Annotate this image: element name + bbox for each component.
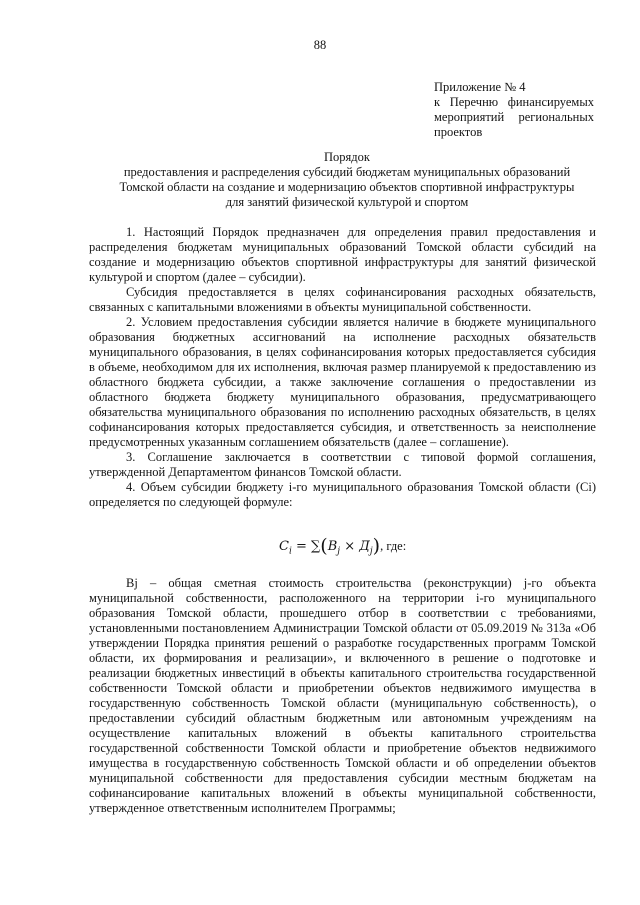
- heading-title: Порядок: [324, 150, 370, 164]
- formula-equals-sum: = ∑: [295, 539, 321, 554]
- formula-lhs: C: [279, 539, 289, 554]
- heading-line-3: для занятий физической культурой и спортом: [225, 195, 469, 209]
- appendix-line-2: к Перечню финансируемых: [434, 95, 594, 109]
- paragraph-2: Субсидия предоставляется в целях софинансирования расходных обязательств, связанных с капитальными вложениями в объекты муниципальной собственности.: [89, 285, 596, 314]
- formula-d: Д: [359, 539, 370, 554]
- formula-tail: , где:: [380, 539, 407, 553]
- formula-close-paren: ): [372, 535, 381, 557]
- appendix-line-1: Приложение № 4: [434, 80, 526, 94]
- heading-line-1: предоставления и распределения субсидий бюджетам муниципальных образований: [123, 165, 571, 179]
- body-section-2: [89, 576, 596, 816]
- formula-lhs-sub: i: [288, 546, 292, 557]
- formula-open-paren: (: [320, 535, 328, 557]
- appendix-line-4: проектов: [434, 125, 483, 139]
- appendix-line-3: мероприятий региональных: [434, 110, 594, 124]
- page-number: 88: [313, 38, 327, 52]
- paragraph-1: 1. Настоящий Порядок предназначен для определения правил предоставления и распределения бюджетам муниципальных образований Томской области субсидий на создание и модернизацию объектов спортивной инфраструктуры для занятий физической культурой и спортом (далее – субсидии).: [89, 225, 596, 284]
- subsidy-formula: [279, 535, 479, 557]
- body-section-1: [89, 225, 596, 510]
- paragraph-5: 4. Объем субсидии бюджету i-го муниципального образования Томской области (Ci) определяется по следующей формуле:: [89, 480, 596, 509]
- formula-d-sub: j: [369, 546, 373, 557]
- definition-paragraph: Вj – общая сметная стоимость строительства (реконструкции) j-го объекта муниципальной собственности, расположенного на территории i-го муниципального образования Томской области, прошедшего отбор в соответствии с требованиями, установленными постановлением Администрации Томской области от 05.09.2019 № 313а «Об утверждении Порядка принятия решений о разработке государственных программ Томской области, их формирования и реализации», и включенного в решение о подготовке и реализации бюджетных инвестиций в объекты капитального строительства государственной собственности Томской области и приобретении объектов недвижимого имущества в государственную собственность Томской области (муниципальную собственность), о предоставлении субсидий областным бюджетным или автономным учреждениям на осуществление капитальных вложений в объекты капитального строительства государственной собственности Томской области и приобретение объектов недвижимого имущества в государственную собственность Томской области и об определении объектов муниципальной собственности для предоставления субсидии местным бюджетам на софинансирование капитальных вложений в объекты муниципальной собственности, утвержденное ответственным исполнителем Программы;: [89, 576, 596, 815]
- formula-times: ×: [344, 539, 356, 554]
- appendix-note: [434, 80, 594, 140]
- document-heading: [92, 150, 602, 210]
- formula-b: B: [327, 539, 338, 554]
- paragraph-4: 3. Соглашение заключается в соответствии с типовой формой соглашения, утвержденной Департаментом финансов Томской области.: [89, 450, 596, 479]
- paragraph-3: 2. Условием предоставления субсидии является наличие в бюджете муниципального образования бюджетных ассигнований на исполнение расходных обязательств муниципального образования, в целях софинансирования которых предоставляется субсидия в объеме, необходимом для их исполнения, включая размер планируемой к предоставлению из областного бюджета субсидии, а также заключение соглашения о предоставлении из областного бюджета бюджету муниципального образования, предусматривающего обязательства муниципального образования по исполнению расходных обязательств, в целях софинансирования которых предоставляется субсидия, и ответственность за неисполнение предусмотренных указанным соглашением обязательств (далее – соглашение).: [89, 315, 596, 449]
- formula-b-sub: j: [337, 546, 341, 557]
- heading-line-2: Томской области на создание и модернизацию объектов спортивной инфраструктуры: [119, 180, 575, 194]
